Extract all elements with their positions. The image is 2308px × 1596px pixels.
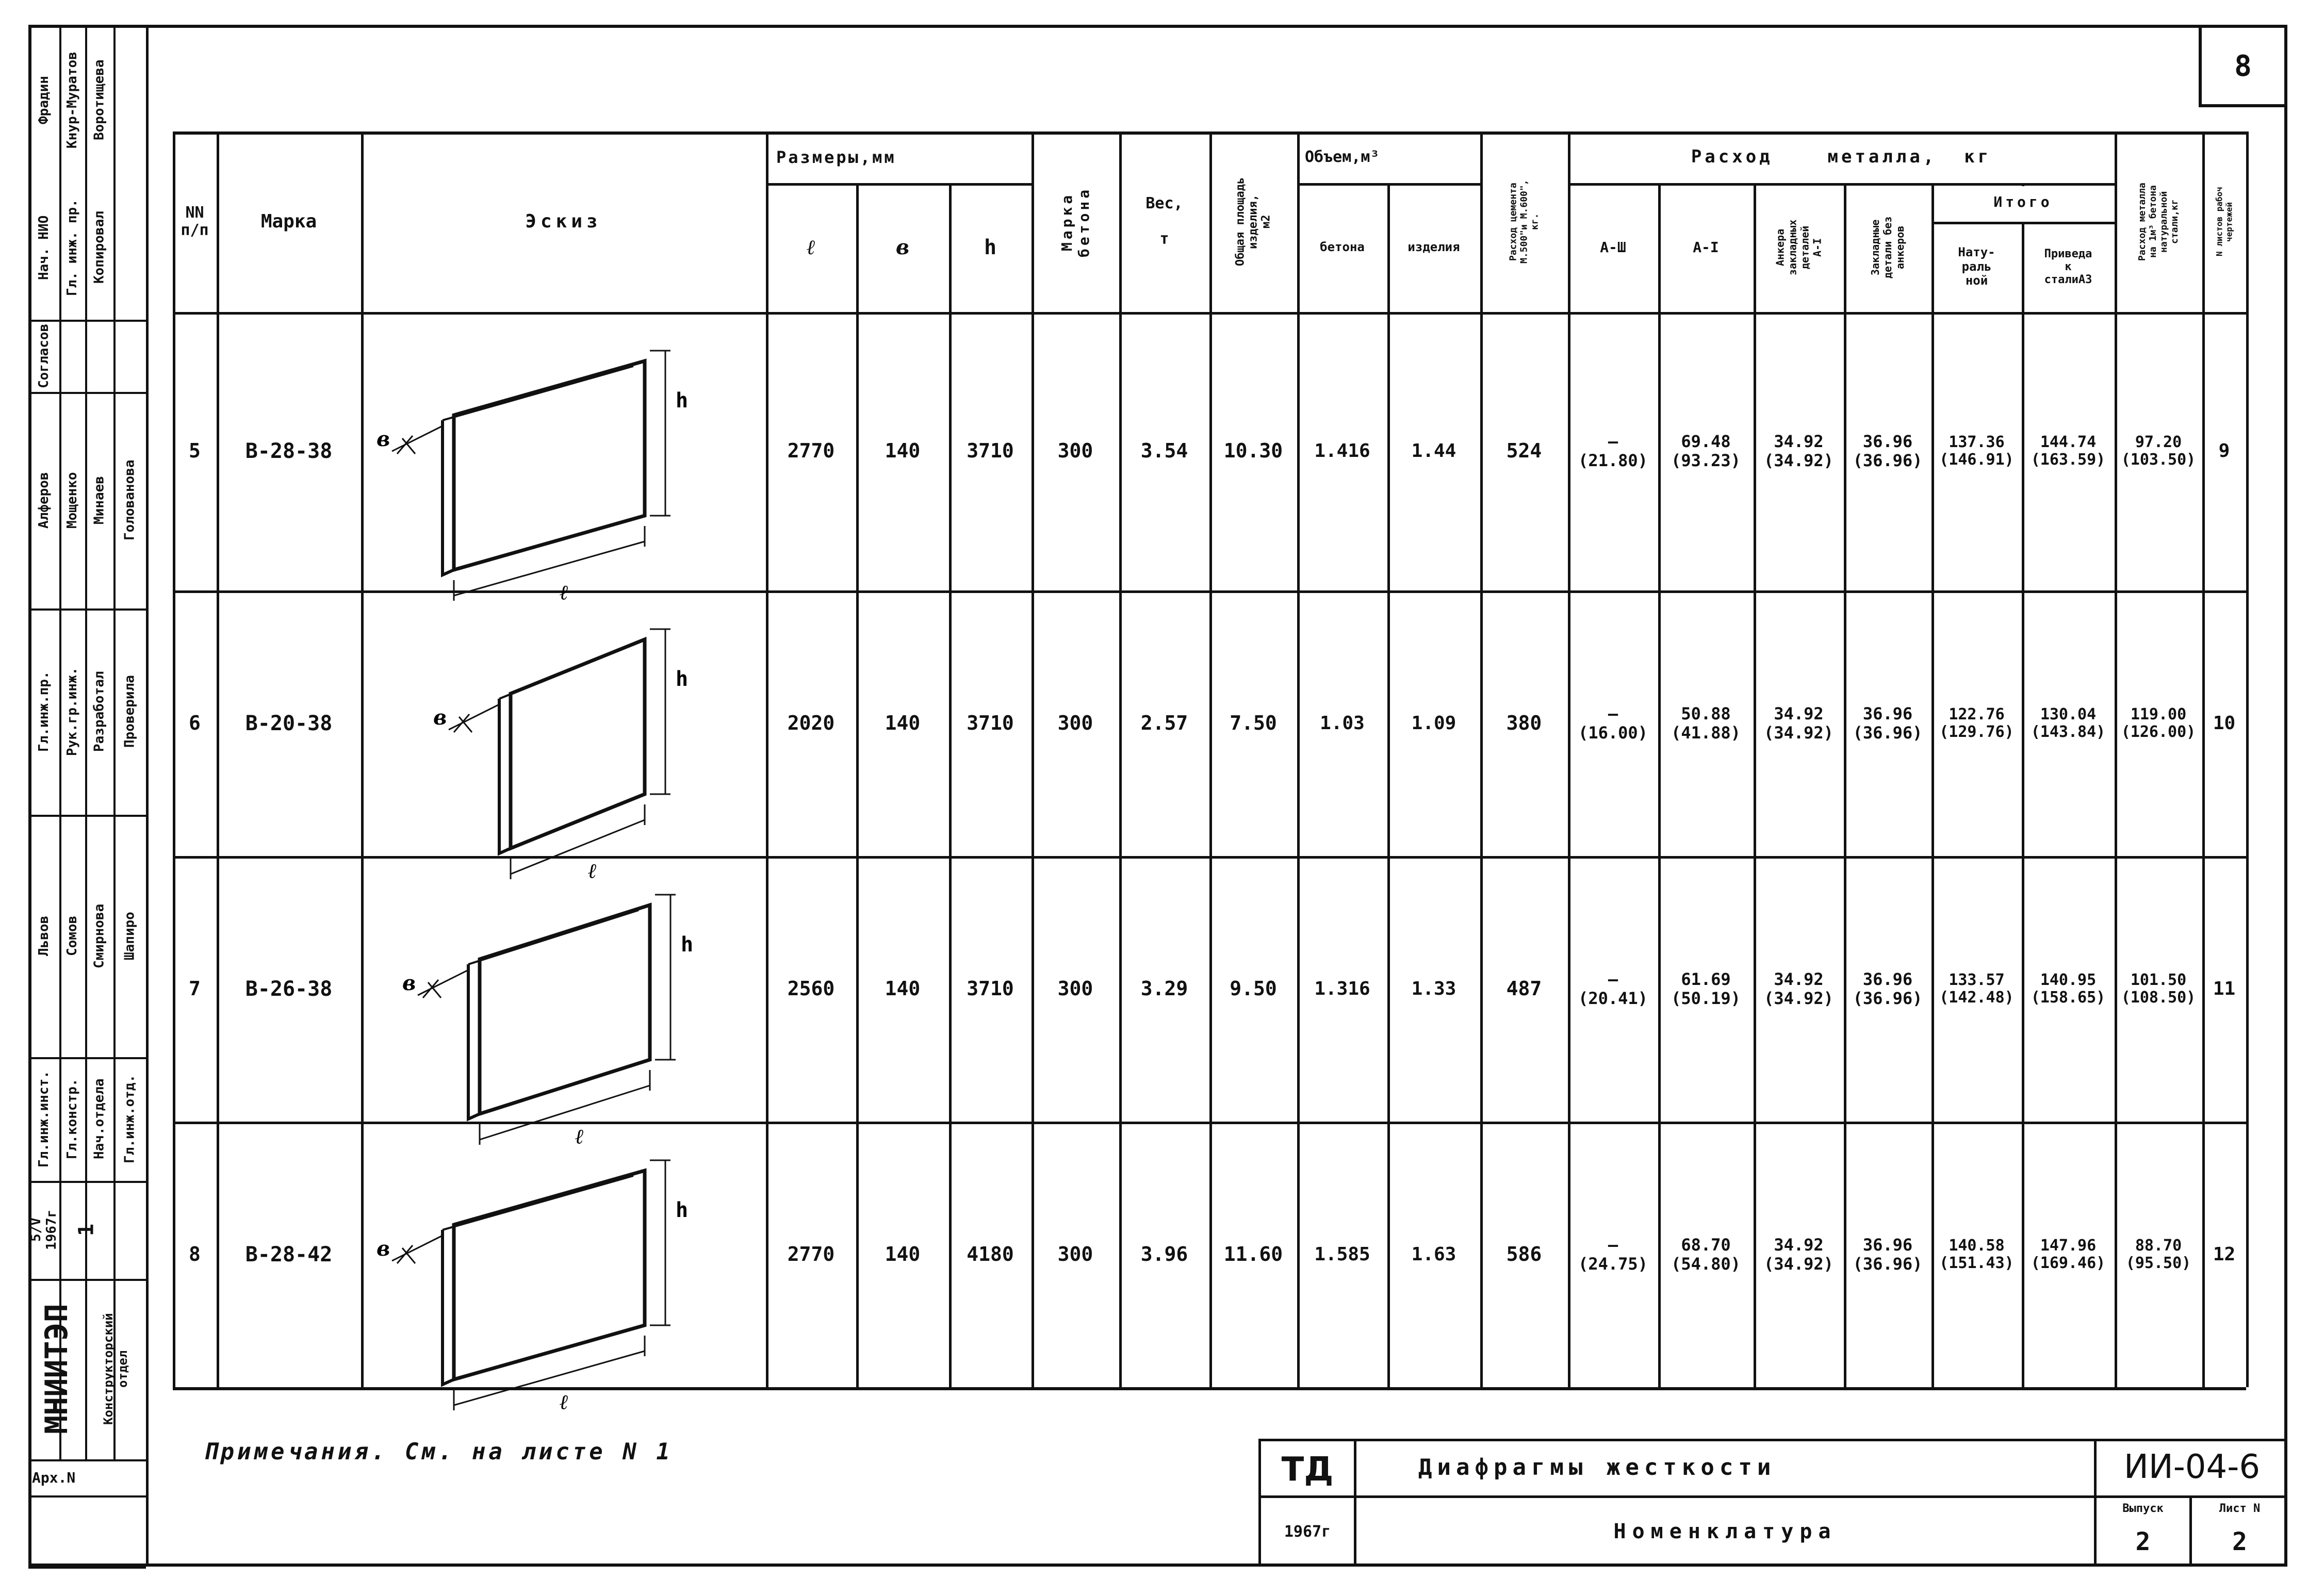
row-embedded: 36.96 (36.96) <box>1853 969 1923 1008</box>
row-concrete-grade: 300 <box>1057 439 1093 463</box>
header-mark: Марка <box>260 211 317 233</box>
stamp-role: Смирнова <box>91 903 107 968</box>
row-metal-per-m3: 101.50 (108.50) <box>2121 970 2196 1007</box>
panel-sketch <box>361 1122 766 1414</box>
stamp-role: Алферов <box>36 472 52 529</box>
row-number: 7 <box>189 977 201 1000</box>
sketch-label-h: h <box>676 1198 689 1222</box>
header-anchors: Анкера закладных деталей А-I <box>1774 219 1824 276</box>
stamp-role: Гл. инж. пр. <box>64 199 80 296</box>
stamp-role: Голованова <box>122 459 138 541</box>
row-area: 10.30 <box>1223 439 1283 463</box>
stamp-role: Минаев <box>91 476 107 524</box>
row-vol-concrete: 1.316 <box>1314 978 1370 1000</box>
header-total: Итого <box>1993 193 2053 211</box>
header-area: Общая площадь изделия, м2 <box>1234 177 1273 267</box>
issue-value: 2 <box>2135 1527 2151 1556</box>
row-cement: 524 <box>1506 439 1542 463</box>
stamp-org: МНИИТЭП <box>39 1304 75 1435</box>
row-concrete-grade: 300 <box>1057 977 1093 1000</box>
header-dims: Размеры,мм <box>776 147 896 167</box>
dim-line-b <box>392 1235 444 1263</box>
note-text: Примечания. См. на листе N 1 <box>204 1439 673 1465</box>
header-dim-b: в <box>895 235 910 259</box>
stamp-role: Кнур-Муратов <box>64 52 80 149</box>
row-vol-concrete: 1.03 <box>1320 713 1365 734</box>
sheet-number: 8 <box>2234 49 2252 83</box>
header-dim-h: h <box>984 236 997 259</box>
panel-sketch <box>361 856 766 1149</box>
row-mark: В-28-42 <box>245 1243 333 1266</box>
row-metal-a1: 61.69 (50.19) <box>1671 969 1741 1008</box>
row-mark: В-20-38 <box>245 712 333 735</box>
dim-line-h <box>655 895 676 1060</box>
stamp-line <box>146 25 148 1459</box>
header-volume: Объем,м³ <box>1305 147 1380 166</box>
header-metal-a1: А-I <box>1693 238 1719 256</box>
header-dim-l: ℓ <box>806 235 816 259</box>
dim-line-b <box>392 425 444 454</box>
panel-edge <box>443 366 633 420</box>
row-width: 140 <box>885 977 921 1000</box>
doc-code: ИИ-04-6 <box>2123 1448 2261 1486</box>
row-width: 140 <box>885 712 921 735</box>
panel-sketch <box>361 312 766 605</box>
stamp-role: Проверила <box>122 675 138 748</box>
stamp-line <box>28 1495 146 1498</box>
row-number: 8 <box>189 1243 201 1266</box>
panel-edge <box>468 910 639 964</box>
row-vol-product: 1.63 <box>1411 1244 1456 1265</box>
row-total-natural: 122.76 (129.76) <box>1939 705 2014 741</box>
panel-sketch <box>361 590 766 883</box>
row-anchors: 34.92 (34.92) <box>1764 432 1834 470</box>
header-total-natural: Нату- раль ной <box>1958 245 1995 288</box>
row-sheet: 10 <box>2213 713 2236 734</box>
panel-edge <box>499 645 633 699</box>
doc-subtitle: Номенклатура <box>1613 1520 1837 1543</box>
row-length: 2020 <box>787 712 835 735</box>
row-weight: 3.29 <box>1140 977 1188 1000</box>
sketch-label-l: ℓ <box>588 859 597 883</box>
row-sheet: 9 <box>2218 440 2230 462</box>
td-label: ТД <box>1281 1451 1334 1489</box>
row-metal-a3: — (16.00) <box>1578 704 1648 743</box>
sketch-label-l: ℓ <box>560 580 569 605</box>
stamp-role: Рук.гр.инж. <box>64 667 80 756</box>
stamp-role: Гл.инж.отд. <box>122 1074 138 1164</box>
stamp-role: Разработал <box>91 671 107 752</box>
row-height: 3710 <box>967 712 1014 735</box>
row-concrete-grade: 300 <box>1057 1243 1093 1266</box>
row-sheet: 11 <box>2213 978 2236 1000</box>
row-vol-concrete: 1.585 <box>1314 1244 1370 1265</box>
row-cement: 380 <box>1506 712 1542 735</box>
row-height: 3710 <box>967 439 1014 463</box>
dim-line-b <box>449 704 500 732</box>
row-area: 7.50 <box>1230 712 1277 735</box>
archive-number-label: Арх.N <box>32 1469 76 1486</box>
stamp-role: Гл.констр. <box>64 1078 80 1160</box>
sketch-label-h: h <box>681 933 694 957</box>
sketch-label-b: в <box>433 705 447 730</box>
sketch-label-h: h <box>676 667 689 691</box>
row-number: 5 <box>189 439 201 463</box>
stamp-role: Копировал <box>91 211 107 284</box>
row-number: 6 <box>189 712 201 735</box>
row-total-reduced: 140.95 (158.65) <box>2031 970 2106 1007</box>
row-vol-product: 1.33 <box>1411 978 1456 1000</box>
row-mark: В-26-38 <box>245 977 333 1001</box>
row-weight: 3.96 <box>1140 1243 1188 1266</box>
header-metal-per-m3: Расход металла на 1м³ бетона натуральной стали,кг <box>2137 183 2180 261</box>
dim-line-h <box>650 1160 670 1325</box>
row-metal-a1: 69.48 (93.23) <box>1671 432 1741 470</box>
sketch-label-b: в <box>377 1237 390 1261</box>
row-metal-a3: — (21.80) <box>1578 432 1648 470</box>
issue-label: Выпуск <box>2122 1502 2164 1515</box>
row-metal-a3: — (24.75) <box>1578 1235 1648 1274</box>
row-embedded: 36.96 (36.96) <box>1853 704 1923 743</box>
stamp-role: Мощенко <box>64 472 80 529</box>
row-width: 140 <box>885 439 921 463</box>
stamp-role: Шапиро <box>122 912 138 960</box>
row-metal-per-m3: 119.00 (126.00) <box>2121 705 2196 741</box>
row-total-natural: 133.57 (142.48) <box>1939 970 2014 1007</box>
row-vol-product: 1.44 <box>1411 440 1456 462</box>
row-anchors: 34.92 (34.92) <box>1764 1235 1834 1274</box>
row-area: 9.50 <box>1230 977 1277 1000</box>
panel-face <box>511 639 645 848</box>
row-cement: 487 <box>1506 977 1542 1000</box>
sketch-label-b: в <box>377 427 390 451</box>
stamp-role: Нач.отдела <box>91 1078 107 1160</box>
row-cement: 586 <box>1506 1243 1542 1266</box>
row-length: 2770 <box>787 439 835 463</box>
header-sketch: Эскиз <box>525 211 602 233</box>
row-height: 4180 <box>967 1243 1014 1266</box>
row-total-reduced: 147.96 (169.46) <box>2031 1236 2106 1272</box>
stamp-role: Гл.инж.инст. <box>36 1071 52 1167</box>
stamp-number: 1 <box>74 1223 99 1237</box>
header-sheets: N листов рабоч чертежей <box>2214 187 2234 257</box>
header-embedded: Закладные детали без анкеров <box>1869 216 1906 279</box>
row-anchors: 34.92 (34.92) <box>1764 704 1834 743</box>
header-metal-a3: А-Ш <box>1600 238 1626 256</box>
sketch-label-l: ℓ <box>560 1390 569 1414</box>
grid-line <box>173 1387 2246 1390</box>
panel-face <box>454 361 645 570</box>
stamp-role: Львов <box>36 915 52 957</box>
row-metal-a3: — (20.41) <box>1578 969 1648 1008</box>
header-cement: Расход цемента М.500"и М.600", кг. <box>1508 179 1541 264</box>
stamp-line <box>28 1567 146 1569</box>
stamp-date: 5/V 1967г <box>28 1209 59 1251</box>
sheet-value: 2 <box>2232 1527 2247 1556</box>
stamp-role: Фрадин <box>36 76 52 124</box>
sketch-label-b: в <box>402 971 416 995</box>
sketch-label-l: ℓ <box>575 1124 584 1149</box>
sheet-label: Лист N <box>2219 1502 2261 1515</box>
doc-title: Диафрагмы жесткости <box>1418 1454 1776 1480</box>
panel-edge <box>443 1176 633 1230</box>
sketch-label-h: h <box>676 389 689 413</box>
row-embedded: 36.96 (36.96) <box>1853 1235 1923 1274</box>
row-total-natural: 137.36 (146.91) <box>1939 433 2014 469</box>
year-label: 1967г <box>1284 1522 1331 1541</box>
stamp-role: Сомов <box>64 915 80 957</box>
header-weight: Вес, т <box>1145 194 1183 249</box>
panel-face <box>480 905 650 1114</box>
row-total-natural: 140.58 (151.43) <box>1939 1236 2014 1272</box>
row-metal-per-m3: 88.70 (95.50) <box>2125 1236 2191 1272</box>
dim-line-b <box>418 969 469 998</box>
header-vol-concrete: бетона <box>1320 240 1365 255</box>
row-mark: В-28-38 <box>245 439 333 463</box>
row-length: 2560 <box>787 977 835 1000</box>
row-height: 3710 <box>967 977 1014 1000</box>
header-metal: Расход металла, кг <box>1691 146 1992 168</box>
header-total-reduced: Приведа к сталиА3 <box>2044 247 2092 287</box>
row-metal-a1: 68.70 (54.80) <box>1671 1235 1741 1274</box>
grid-line <box>2246 131 2249 1387</box>
header-vol-product: изделия <box>1407 240 1460 255</box>
row-width: 140 <box>885 1243 921 1266</box>
row-length: 2770 <box>787 1243 835 1266</box>
stamp-role: Нач. НИО <box>36 215 52 280</box>
stamp-role: Воротищева <box>91 59 107 141</box>
row-area: 11.60 <box>1223 1243 1283 1266</box>
stamp-dept: Конструкторский отдел <box>101 1313 130 1425</box>
row-metal-a1: 50.88 (41.88) <box>1671 704 1741 743</box>
row-anchors: 34.92 (34.92) <box>1764 969 1834 1008</box>
row-total-reduced: 144.74 (163.59) <box>2031 433 2106 469</box>
row-total-reduced: 130.04 (143.84) <box>2031 705 2106 741</box>
row-vol-concrete: 1.416 <box>1314 440 1370 462</box>
row-vol-product: 1.09 <box>1411 713 1456 734</box>
row-concrete-grade: 300 <box>1057 712 1093 735</box>
row-metal-per-m3: 97.20 (103.50) <box>2121 433 2196 469</box>
header-concrete-grade: Марка бетона <box>1058 186 1092 257</box>
stamp-role: Согласов <box>36 323 52 388</box>
row-sheet: 12 <box>2213 1244 2236 1265</box>
dim-line-h <box>650 351 670 516</box>
panel-face <box>454 1171 645 1379</box>
header-num: NN п/п <box>181 203 209 239</box>
row-weight: 2.57 <box>1140 712 1188 735</box>
row-embedded: 36.96 (36.96) <box>1853 432 1923 470</box>
row-weight: 3.54 <box>1140 439 1188 463</box>
stamp-role: Гл.инж.пр. <box>36 671 52 752</box>
dim-line-h <box>650 629 670 794</box>
